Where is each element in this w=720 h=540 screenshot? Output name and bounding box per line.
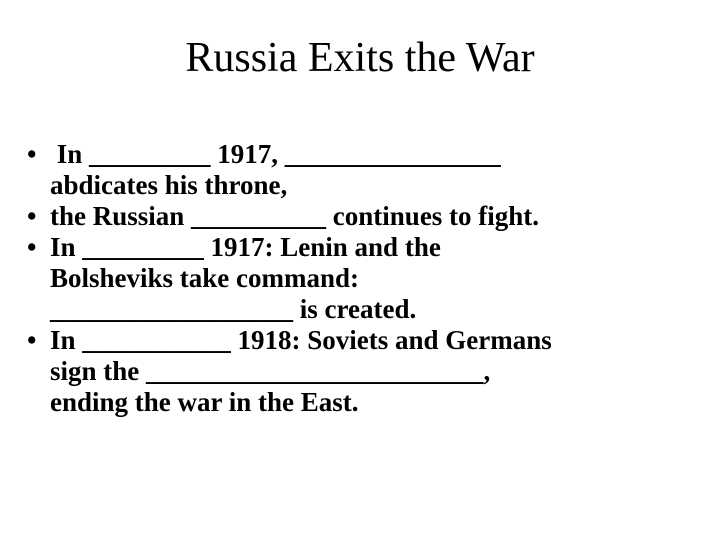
bullet-3-line-3: __________________ is created. (50, 294, 417, 324)
bullet-icon: • (27, 139, 37, 169)
bullet-4-line-1: In ___________ 1918: Soviets and Germans (50, 325, 552, 355)
bullet-icon: • (27, 325, 37, 355)
bullet-item-3 (22, 232, 712, 325)
bullet-3-line-2: Bolsheviks take command: (50, 263, 360, 293)
slide-title: Russia Exits the War (185, 35, 535, 81)
bullet-item-4 (22, 325, 712, 418)
bullet-item-2 (22, 201, 712, 232)
bullet-item-1 (22, 139, 712, 201)
bullet-3-line-1: In _________ 1917: Lenin and the (50, 232, 441, 262)
bullet-2-line-1: the Russian __________ continues to fight. (50, 201, 540, 231)
bullet-list (22, 139, 712, 418)
bullet-4-line-2: sign the _________________________, (50, 356, 491, 386)
bullet-1-line-2: abdicates his throne, (50, 170, 288, 200)
bullet-1-line-1: In _________ 1917, ________________ (50, 139, 501, 169)
bullet-icon: • (27, 201, 37, 231)
bullet-4-line-3: ending the war in the East. (50, 387, 359, 417)
bullet-icon: • (27, 232, 37, 262)
